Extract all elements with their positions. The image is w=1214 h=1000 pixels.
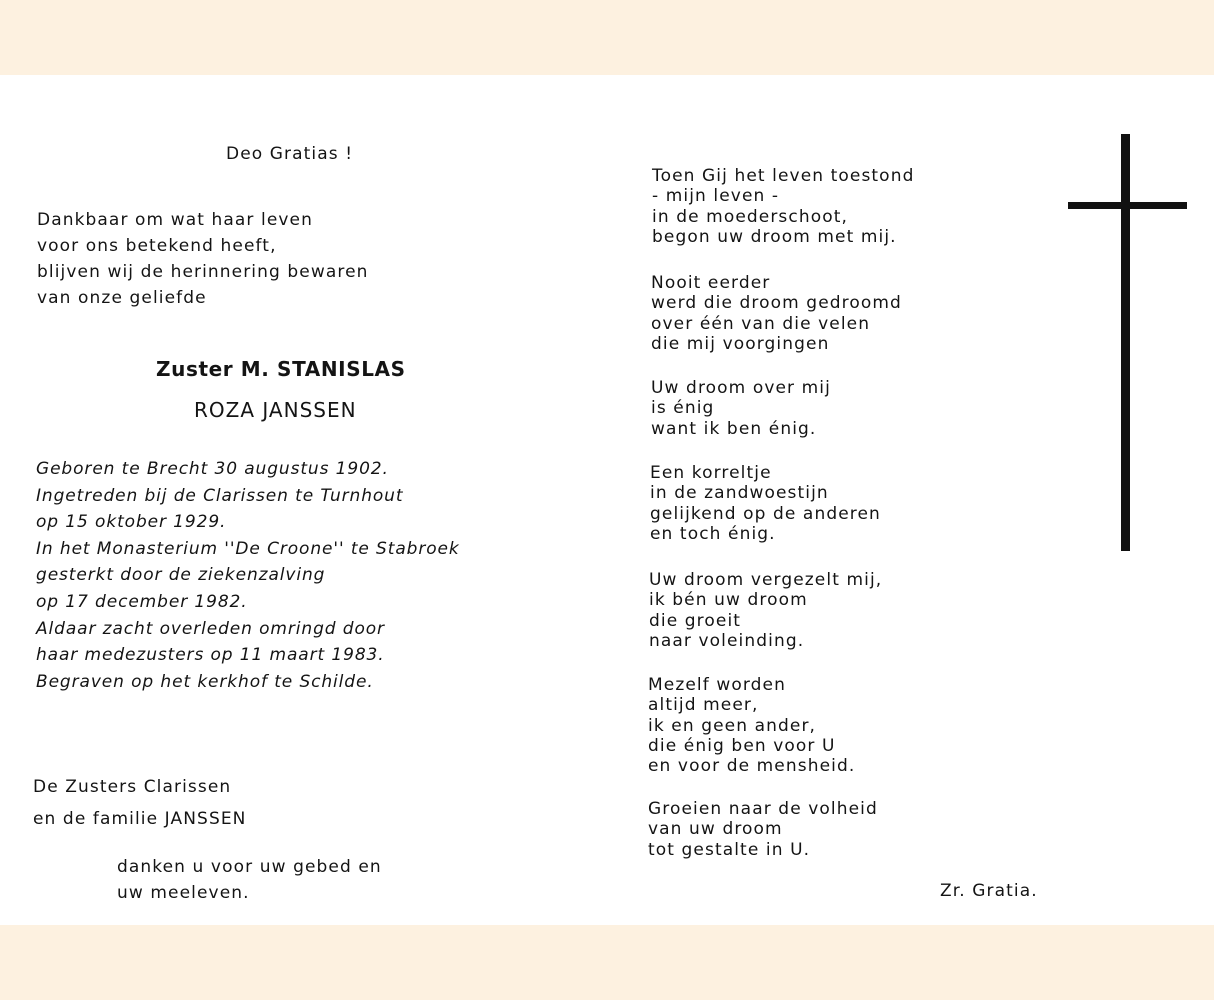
poem-line: Groeien naar de volheid bbox=[648, 799, 878, 819]
poem-line: Uw droom over mij bbox=[651, 378, 831, 398]
biography bbox=[36, 456, 460, 695]
poem-author: Zr. Gratia. bbox=[940, 881, 1038, 901]
poem-line: ik en geen ander, bbox=[648, 715, 817, 736]
thanks-text bbox=[117, 854, 382, 906]
poem-line: is énig bbox=[651, 398, 715, 419]
deceased-name: Zuster M. STANISLAS bbox=[156, 357, 406, 381]
poem-line: die mij voorgingen bbox=[651, 333, 830, 354]
heading: Deo Gratias ! bbox=[226, 144, 354, 164]
poem-line: van uw droom bbox=[648, 819, 783, 840]
poem-line: altijd meer, bbox=[648, 695, 759, 716]
poem-line: over één van die velen bbox=[651, 313, 871, 334]
intro-line: blijven wij de herinnering bewaren bbox=[37, 262, 369, 282]
bio-line: op 15 oktober 1929. bbox=[36, 512, 227, 533]
poem-line: werd die droom gedroomd bbox=[651, 293, 902, 314]
poem-line: Toen Gij het leven toestond bbox=[652, 166, 915, 186]
poem-line: in de moederschoot, bbox=[652, 206, 848, 227]
poem-line: tot gestalte in U. bbox=[648, 839, 811, 860]
poem-stanza bbox=[649, 570, 882, 651]
poem-stanza bbox=[648, 675, 855, 776]
poem-line: - mijn leven - bbox=[652, 186, 780, 207]
bio-line: In het Monasterium ''De Croone'' te Stabroek bbox=[36, 538, 460, 559]
bio-line: Geboren te Brecht 30 augustus 1902. bbox=[36, 459, 389, 479]
signoff-sisters: De Zusters Clarissen bbox=[33, 777, 232, 797]
intro-line: Dankbaar om wat haar leven bbox=[37, 210, 313, 230]
thanks-line: danken u voor uw gebed en bbox=[117, 857, 382, 877]
poem-line: Mezelf worden bbox=[648, 675, 786, 695]
signoff-family: en de familie JANSSEN bbox=[33, 809, 247, 829]
bio-line: gesterkt door de ziekenzalving bbox=[36, 565, 326, 586]
bio-line: Begraven op het kerkhof te Schilde. bbox=[36, 671, 374, 692]
poem-line: die groeit bbox=[649, 610, 742, 631]
poem-line: die énig ben voor U bbox=[648, 735, 836, 756]
poem-line: gelijkend op de anderen bbox=[650, 503, 881, 524]
poem-line: en voor de mensheid. bbox=[648, 756, 856, 777]
poem-stanza bbox=[651, 378, 831, 439]
cross-horizontal-bar bbox=[1068, 202, 1187, 209]
poem-line: want ik ben énig. bbox=[651, 418, 817, 439]
poem-line: en toch énig. bbox=[650, 523, 776, 544]
poem-stanza bbox=[652, 166, 914, 247]
intro-line: voor ons betekend heeft, bbox=[37, 236, 277, 256]
bio-line: Ingetreden bij de Clarissen te Turnhout bbox=[36, 485, 404, 506]
poem-line: naar voleinding. bbox=[649, 630, 805, 651]
poem-line: ik bén uw droom bbox=[649, 590, 808, 611]
poem-line: begon uw droom met mij. bbox=[652, 226, 897, 247]
poem-line: Uw droom vergezelt mij, bbox=[649, 570, 883, 590]
thanks-line: uw meeleven. bbox=[117, 883, 250, 903]
poem-line: Nooit eerder bbox=[651, 273, 771, 293]
intro-text bbox=[37, 207, 369, 311]
intro-line: van onze geliefde bbox=[37, 288, 207, 308]
cross-vertical-bar bbox=[1121, 134, 1130, 551]
bio-line: haar medezusters op 11 maart 1983. bbox=[36, 645, 385, 666]
bio-line: op 17 december 1982. bbox=[36, 591, 248, 612]
poem-stanza bbox=[650, 463, 881, 544]
poem-stanza bbox=[651, 273, 902, 354]
poem-line: Een korreltje bbox=[650, 463, 772, 483]
poem-line: in de zandwoestijn bbox=[650, 483, 829, 504]
bio-line: Aldaar zacht overleden omringd door bbox=[36, 618, 385, 639]
deceased-civil-name: ROZA JANSSEN bbox=[194, 398, 357, 422]
poem-stanza bbox=[648, 799, 878, 860]
